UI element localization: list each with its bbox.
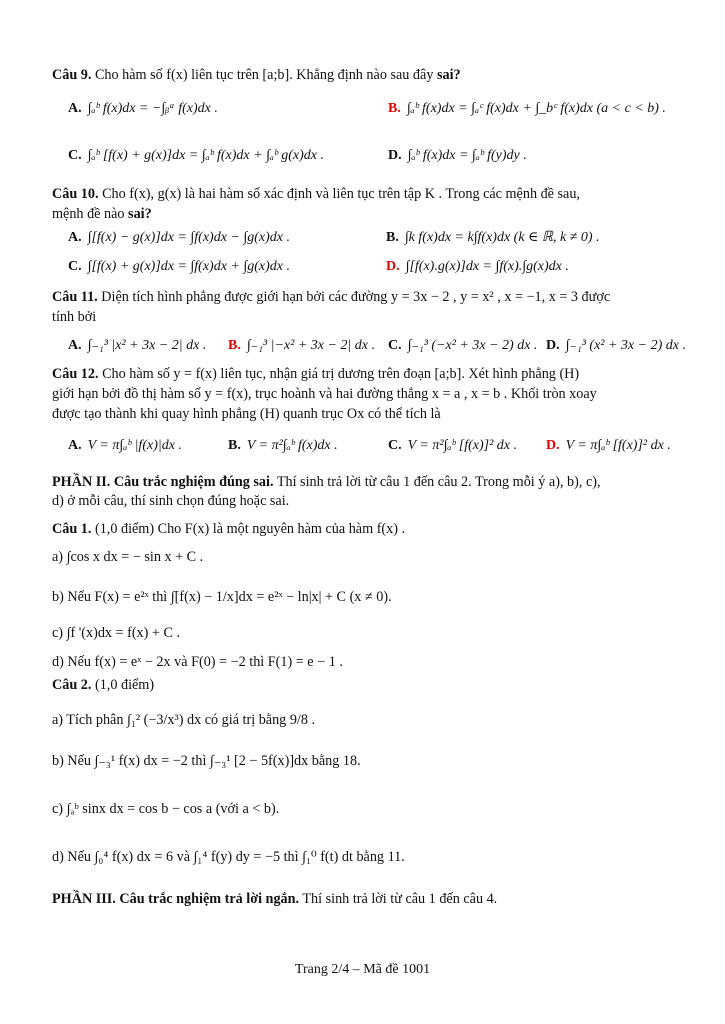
q9-stem-text: Cho hàm số f(x) liên tục trên [a;b]. Khẳng định nào sau đây xyxy=(94,67,434,83)
q10-emph: sai? xyxy=(128,206,152,222)
q10-stem2-text: mệnh đề nào xyxy=(52,206,125,222)
q10-option-d xyxy=(386,258,569,276)
option-text: ∫₋₁³ (−x² + 3x − 2) dx . xyxy=(407,338,538,353)
q10-option-a xyxy=(68,229,290,247)
q11-option-c xyxy=(388,337,537,355)
q9-option-b xyxy=(388,100,666,118)
option-label: D. xyxy=(546,338,560,353)
option-label: B. xyxy=(388,101,401,116)
part3-desc: Thí sinh trả lời từ câu 1 đến câu 4. xyxy=(302,891,498,907)
q9-label: Câu 9. xyxy=(52,67,92,83)
part2-heading2 xyxy=(52,492,682,510)
p2q1-item-c: c) ∫f '(x)dx = f(x) + C . xyxy=(52,625,181,641)
q12-option-b xyxy=(228,437,338,455)
p2q1-stem-text: (1,0 điểm) Cho F(x) là một nguyên hàm của hàm f(x) . xyxy=(94,521,406,537)
q10-option-b xyxy=(386,229,600,247)
q11-stem-text: Diện tích hình phẳng được giới hạn bởi các đường y = 3x − 2 , y = x² , x = −1, x = 3 được xyxy=(101,289,611,305)
q9-option-c xyxy=(68,147,324,165)
q12-option-d xyxy=(546,437,671,455)
option-text: ∫₋₁³ (x² + 3x − 2) dx . xyxy=(565,338,686,353)
q11-option-d xyxy=(546,337,686,355)
q10-stem-text: Cho f(x), g(x) là hai hàm số xác định và liên tục trên tập K . Trong các mệnh đề sau, xyxy=(102,186,580,202)
p2q1-stem xyxy=(52,520,682,538)
q10-stem2 xyxy=(52,205,682,223)
part2-desc2: d) ở mỗi câu, thí sinh chọn đúng hoặc sai. xyxy=(52,493,290,509)
option-text: V = π∫ₐᵇ [f(x)]² dx . xyxy=(565,438,671,453)
option-text: V = π²∫ₐᵇ f(x)dx . xyxy=(246,438,338,453)
option-label: A. xyxy=(68,438,82,453)
option-label: B. xyxy=(386,230,399,245)
option-label: B. xyxy=(228,338,241,353)
q10-option-c xyxy=(68,258,290,276)
q12-stem2-text: giới hạn bởi đồ thị hàm số y = f(x), trục hoành và hai đường thẳng x = a , x = b . Khối tròn xoay xyxy=(52,386,597,402)
q9-stem xyxy=(52,66,682,84)
p2q2-item-d: d) Nếu ∫₀⁴ f(x) dx = 6 và ∫₁⁴ f(y) dy = −5 thì ∫₁⁰ f(t) dt bằng 11. xyxy=(52,849,405,865)
option-text: ∫k f(x)dx = k∫f(x)dx (k ∈ ℝ, k ≠ 0) . xyxy=(404,230,600,245)
q12-stem xyxy=(52,365,682,383)
option-label: D. xyxy=(386,259,400,274)
p2q2-stem xyxy=(52,676,682,694)
p2q1-item-a: a) ∫cos x dx = − sin x + C . xyxy=(52,549,204,565)
q11-stem xyxy=(52,288,682,306)
option-text: ∫₋₁³ |−x² + 3x − 2| dx . xyxy=(246,338,376,353)
q12-option-a xyxy=(68,437,182,455)
option-text: V = π∫ₐᵇ |f(x)|dx . xyxy=(87,438,182,453)
option-text: ∫ₐᵇ [f(x) + g(x)]dx = ∫ₐᵇ f(x)dx + ∫ₐᵇ g(x)dx . xyxy=(87,148,325,163)
q12-stem-text: Cho hàm số y = f(x) liên tục, nhận giá trị dương trên đoạn [a;b]. Xét hình phẳng (H) xyxy=(102,366,580,382)
option-label: C. xyxy=(68,148,82,163)
q11-stem2-text: tính bởi xyxy=(52,309,97,325)
q12-stem3-text: được tạo thành khi quay hình phẳng (H) quanh trục Ox có thể tích là xyxy=(52,406,441,422)
q9-option-d xyxy=(388,147,527,165)
p2q2-item-a: a) Tích phân ∫₁² (−3/x³) dx có giá trị bằng 9/8 . xyxy=(52,712,316,728)
option-text: ∫[f(x) − g(x)]dx = ∫f(x)dx − ∫g(x)dx . xyxy=(87,230,290,245)
part2-title: PHẦN II. Câu trắc nghiệm đúng sai. xyxy=(52,474,274,490)
option-label: B. xyxy=(228,438,241,453)
q11-option-a xyxy=(68,337,206,355)
part2-desc: Thí sinh trả lời từ câu 1 đến câu 2. Trong mỗi ý a), b), c), xyxy=(276,474,601,490)
p2q2-stem-text: (1,0 điểm) xyxy=(94,677,155,693)
q11-stem2 xyxy=(52,308,682,326)
option-label: D. xyxy=(546,438,560,453)
part3-heading xyxy=(52,890,682,908)
p2q2-item-b: b) Nếu ∫₋₃¹ f(x) dx = −2 thì ∫₋₃¹ [2 − 5f(x)]dx bằng 18. xyxy=(52,753,361,769)
option-label: A. xyxy=(68,338,82,353)
part3-title: PHẦN III. Câu trắc nghiệm trả lời ngắn. xyxy=(52,891,300,907)
option-text: ∫₋₁³ |x² + 3x − 2| dx . xyxy=(87,338,207,353)
option-label: C. xyxy=(388,438,402,453)
page-footer: Trang 2/4 – Mã đề 1001 xyxy=(294,962,431,977)
q11-option-b xyxy=(228,337,375,355)
option-label: A. xyxy=(68,230,82,245)
p2q2-item-c: c) ∫ₐᵇ sinx dx = cos b − cos a (với a < b). xyxy=(52,801,280,817)
option-text: ∫[f(x) + g(x)]dx = ∫f(x)dx + ∫g(x)dx . xyxy=(87,259,290,274)
option-text: ∫ₐᵇ f(x)dx = ∫ₐᵇ f(y)dy . xyxy=(407,148,527,163)
option-text: ∫ₐᵇ f(x)dx = −∫ᵦᵃ f(x)dx . xyxy=(87,101,218,116)
part2-heading xyxy=(52,473,682,491)
option-text: V = π²∫ₐᵇ [f(x)]² dx . xyxy=(407,438,518,453)
p2q1-label: Câu 1. xyxy=(52,521,92,537)
q12-label: Câu 12. xyxy=(52,366,99,382)
option-label: C. xyxy=(388,338,402,353)
q9-emph: sai? xyxy=(436,67,461,83)
p2q2-label: Câu 2. xyxy=(52,677,92,693)
option-text: ∫[f(x).g(x)]dx = ∫f(x).∫g(x)dx . xyxy=(405,259,569,274)
p2q1-item-d: d) Nếu f(x) = eˣ − 2x và F(0) = −2 thì F(1) = e − 1 . xyxy=(52,654,343,670)
option-label: D. xyxy=(388,148,402,163)
q10-label: Câu 10. xyxy=(52,186,99,202)
option-label: A. xyxy=(68,101,82,116)
q12-stem2 xyxy=(52,385,682,403)
q12-stem3 xyxy=(52,405,682,423)
option-label: C. xyxy=(68,259,82,274)
q10-stem xyxy=(52,185,682,203)
q12-option-c xyxy=(388,437,517,455)
q11-label: Câu 11. xyxy=(52,289,98,305)
p2q1-item-b: b) Nếu F(x) = e²ˣ thì ∫[f(x) − 1/x]dx = e²ˣ − ln|x| + C (x ≠ 0). xyxy=(52,589,392,605)
option-text: ∫ₐᵇ f(x)dx = ∫ₐᶜ f(x)dx + ∫_bᶜ f(x)dx (a < c < b) . xyxy=(406,101,666,116)
q9-option-a xyxy=(68,100,218,118)
